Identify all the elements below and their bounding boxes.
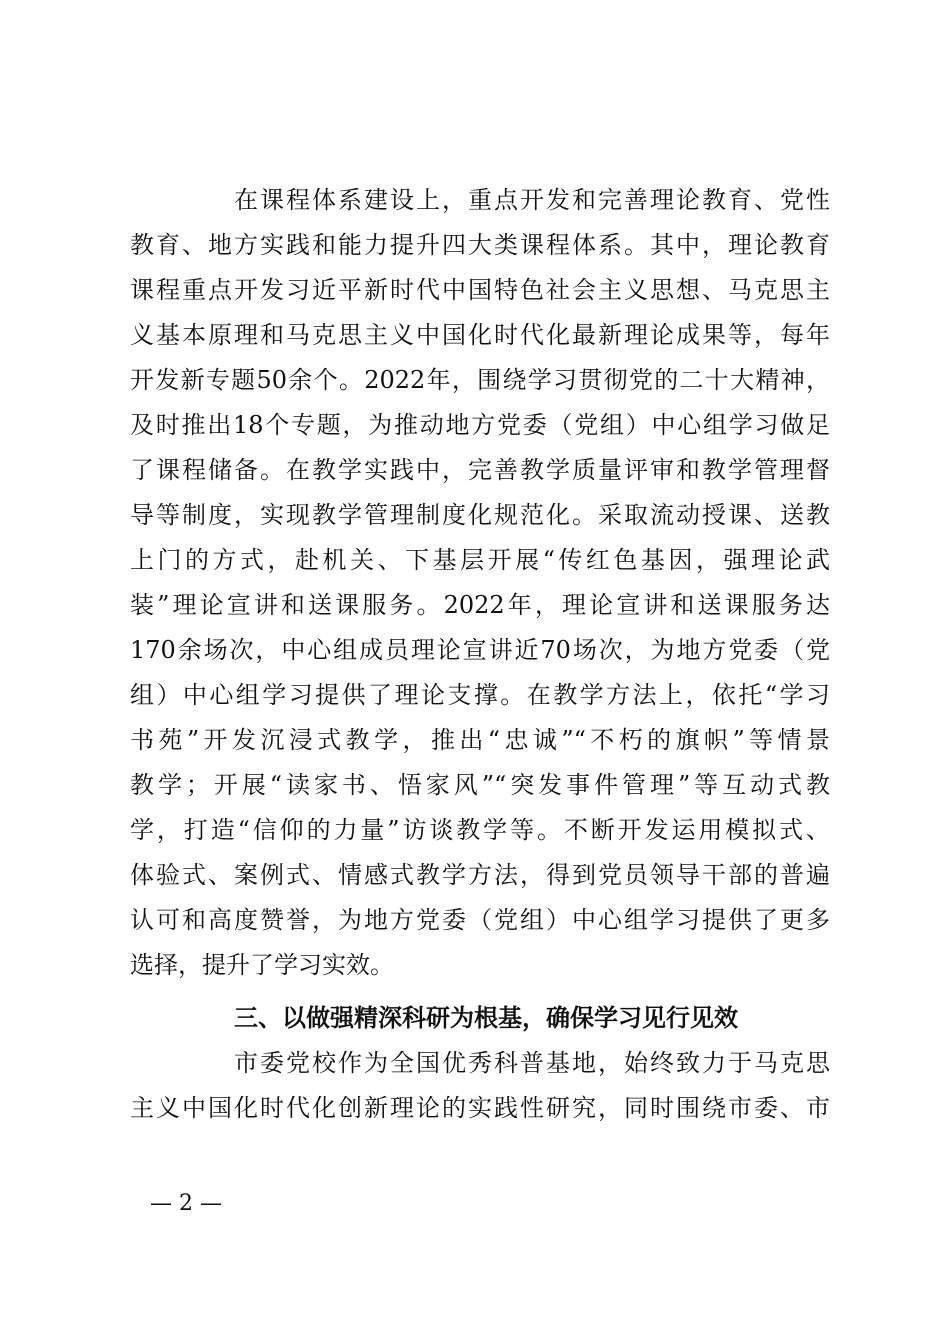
text-line: 开发新专题50余个。2022年，围绕学习贯彻党的二十大精神， [130, 366, 830, 394]
text-line: 导等制度，实现教学管理制度化规范化。采取流动授课、送教 [130, 501, 830, 529]
text-line: 装”理论宣讲和送课服务。2022年，理论宣讲和送课服务达 [130, 591, 830, 619]
text-line: 义基本原理和马克思主义中国化时代化最新理论成果等，每年 [130, 321, 830, 349]
section-heading: 三、以做强精深科研为根基，确保学习见行见效 [234, 1004, 738, 1032]
text-line: 书苑”开发沉浸式教学，推出“忠诚”“不朽的旗帜”等情景 [130, 726, 830, 754]
page-number: — 2 — [150, 1191, 222, 1216]
text-line: 教学；开展“读家书、悟家风”“突发事件管理”等互动式教 [130, 771, 830, 799]
paragraph-curriculum [130, 178, 830, 988]
text-line: 课程重点开发习近平新时代中国特色社会主义思想、马克思主 [130, 276, 830, 304]
text-line: 了课程储备。在教学实践中，完善教学质量评审和教学管理督 [130, 456, 830, 484]
text-line: 认可和高度赞誉，为地方党委（党组）中心组学习提供了更多 [130, 906, 830, 934]
text-line: 学，打造“信仰的力量”访谈教学等。不断开发运用模拟式、 [130, 816, 830, 844]
text-line: 市委党校作为全国优秀科普基地，始终致力于马克思 [234, 1049, 830, 1077]
text-line: 教育、地方实践和能力提升四大类课程体系。其中，理论教育 [130, 231, 830, 259]
text-line: 及时推出18个专题，为推动地方党委（党组）中心组学习做足 [130, 411, 830, 439]
text-line: 170余场次，中心组成员理论宣讲近70场次，为地方党委（党 [130, 636, 830, 664]
text-line: 在课程体系建设上，重点开发和完善理论教育、党性 [234, 186, 830, 214]
text-line: 选择，提升了学习实效。 [130, 951, 394, 979]
text-line: 体验式、案例式、情感式教学方法，得到党员领导干部的普遍 [130, 861, 830, 889]
paragraph-research [130, 1041, 830, 1131]
body-text [130, 178, 830, 1131]
text-line: 组）中心组学习提供了理论支撑。在教学方法上，依托“学习 [130, 681, 830, 709]
text-line: 主义中国化时代化创新理论的实践性研究，同时围绕市委、市 [130, 1094, 830, 1122]
text-line: 上门的方式，赴机关、下基层开展“传红色基因，强理论武 [130, 546, 830, 574]
